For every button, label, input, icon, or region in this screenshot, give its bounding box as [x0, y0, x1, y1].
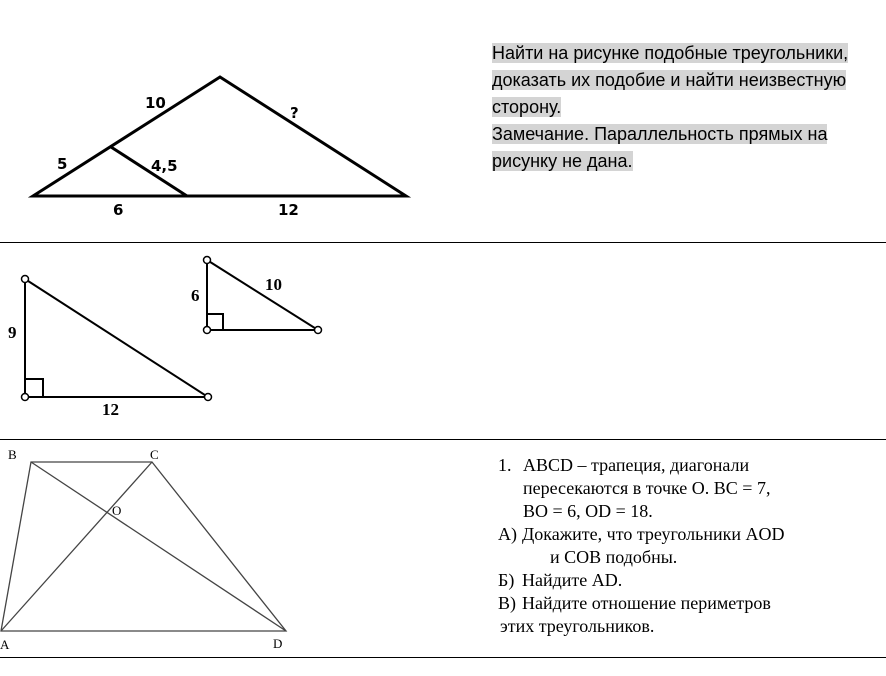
text-line: Найти на рисунке подобные треугольники, [492, 43, 849, 63]
diagonal-ac [1, 462, 152, 631]
label-big-horizontal: 12 [102, 400, 119, 419]
label-small-vertical: 6 [191, 286, 200, 305]
label-base-right: 12 [278, 201, 299, 219]
text-line: BO = 6, OD = 18. [523, 501, 653, 521]
trapezoid [1, 462, 286, 631]
point-label-d: D [273, 636, 283, 651]
label-base-left: 6 [113, 201, 124, 219]
text-line: Б) Найдите AD. [498, 570, 623, 590]
problem3-text [498, 454, 886, 638]
label-unknown-side: ? [290, 104, 299, 122]
divider-3 [0, 657, 886, 658]
point-label-o: O [112, 503, 122, 518]
text-line: этих треугольников. [500, 616, 655, 636]
text-line: 1. ABCD – трапеция, диагонали [498, 455, 750, 475]
label-top-left: 10 [145, 94, 166, 112]
text-line: сторону. [492, 97, 562, 117]
text-line: Замечание. Параллельность прямых на [492, 124, 828, 144]
point-label-b: B [8, 447, 17, 462]
text-line: пересекаются в точке O. BC = 7, [523, 478, 771, 498]
point-label-a: A [0, 637, 10, 652]
text-line: А) Докажите, что треугольники AOD [498, 524, 785, 544]
text-line: рисунку не дана. [492, 151, 633, 171]
point-label-c: C [150, 447, 159, 462]
diagonal-bd [31, 462, 286, 631]
label-small-hypotenuse: 10 [265, 275, 282, 294]
text-line: В) Найдите отношение периметров [498, 593, 771, 613]
label-left-small: 5 [57, 155, 68, 173]
label-big-vertical: 9 [8, 323, 17, 342]
text-line: доказать их подобие и найти неизвестную [492, 70, 847, 90]
label-inner-segment: 4,5 [151, 157, 178, 175]
text-line: и COB подобны. [550, 547, 678, 567]
